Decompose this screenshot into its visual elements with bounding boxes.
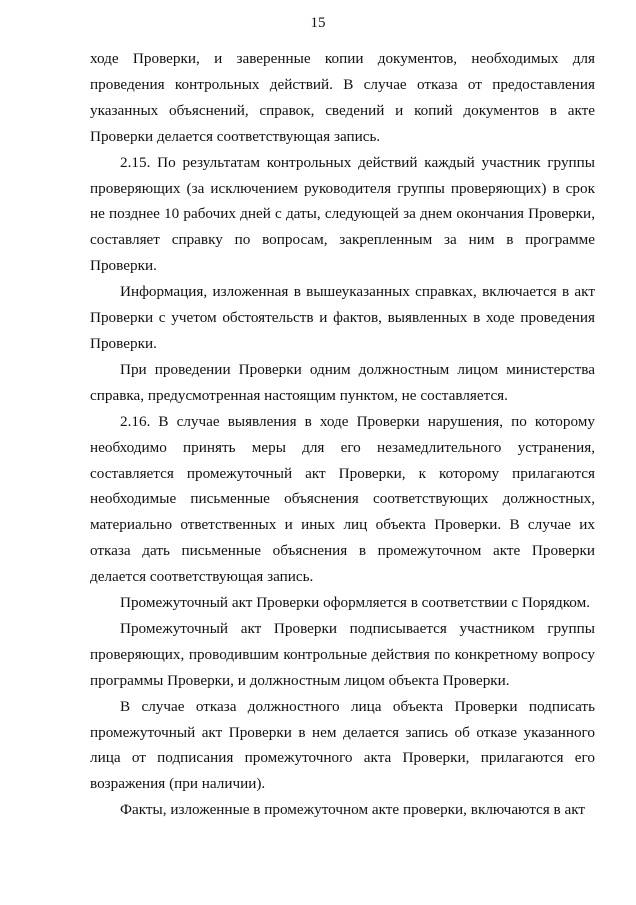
page-number: 15	[310, 15, 326, 31]
paragraph: Промежуточный акт Проверки оформляется в соответствии с Порядком.	[120, 594, 591, 612]
paragraph: В случае отказа должностного лица объекта Проверки подписать промежуточный акт Проверки в нем делается запись об отказе указанного лица от подписания промежуточного акта Проверки, прилагаются его возражения (при наличии).	[90, 697, 595, 793]
paragraph: При проведении Проверки одним должностным лицом министерства справка, предусмотренная настоящим пунктом, не составляется.	[90, 360, 595, 404]
paragraph: ходе Проверки, и заверенные копии документов, необходимых для проведения контрольных действий. В случае отказа от предоставления указанных объяснений, справок, сведений и копий документов в акте Проверки делается соответствующая запись.	[90, 50, 595, 145]
document-body	[90, 46, 595, 823]
paragraph: Промежуточный акт Проверки подписывается участником группы проверяющих, проводившим контрольные действия по конкретному вопросу программы Проверки, и должностным лицом объекта Проверки.	[90, 619, 595, 689]
paragraph: 2.15. По результатам контрольных действий каждый участник группы проверяющих (за исключением руководителя группы проверяющих) в срок не позднее 10 рабочих дней с даты, следующей за днем окончания Проверки, составляет справку по вопросам, закрепленным за ним в программе Проверки.	[90, 153, 595, 275]
paragraph: Информация, изложенная в вышеуказанных справках, включается в акт Проверки с учетом обстоятельств и фактов, выявленных в ходе проведения Проверки.	[90, 283, 595, 352]
paragraph: 2.16. В случае выявления в ходе Проверки нарушения, по которому необходимо принять меры для его незамедлительного устранения, составляется промежуточный акт Проверки, к которому прилагаются необходимые письменные объяснения соответствующих должностных, материально ответственных и иных лиц объекта Проверки. В случае их отказа дать письменные объяснения в промежуточном акте Проверки делается соответствующая запись.	[90, 412, 595, 586]
paragraph: Факты, изложенные в промежуточном акте проверки, включаются в акт	[120, 801, 586, 819]
